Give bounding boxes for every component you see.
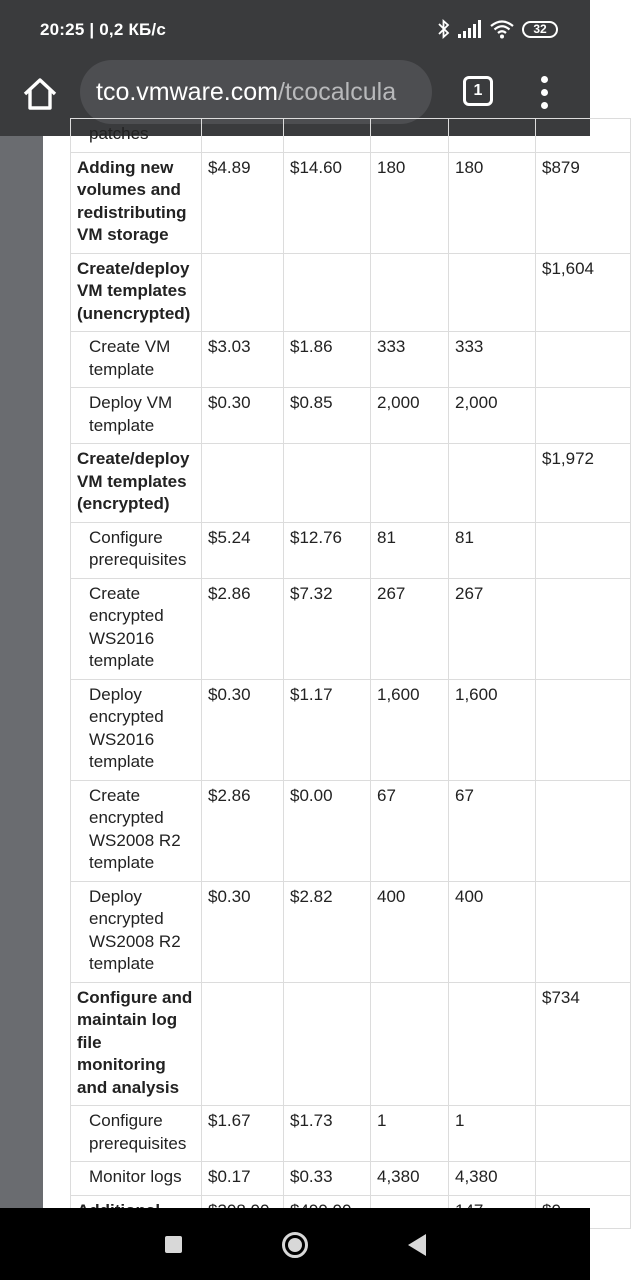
value-cell (202, 444, 284, 523)
value-cell (449, 444, 536, 523)
value-cell (371, 444, 449, 523)
row-label-cell: Deploy encrypted WS2016 template (71, 679, 202, 780)
value-cell: $1.86 (284, 332, 371, 388)
value-cell: 400 (449, 881, 536, 982)
value-cell: $1.17 (284, 679, 371, 780)
table-row (71, 119, 631, 153)
value-cell (536, 522, 631, 578)
more-menu-icon[interactable] (532, 74, 556, 110)
value-cell: $1,604 (536, 253, 631, 332)
value-cell: $0.17 (202, 1162, 284, 1196)
value-cell: $14.60 (284, 152, 371, 253)
value-cell: 2,000 (371, 388, 449, 444)
value-cell: $3.03 (202, 332, 284, 388)
value-cell (536, 679, 631, 780)
row-label-cell: Create encrypted WS2016 template (71, 578, 202, 679)
value-cell: 333 (449, 332, 536, 388)
row-label-cell: Configure prerequisites (71, 522, 202, 578)
table-row (71, 1162, 631, 1196)
value-cell (536, 780, 631, 881)
bluetooth-icon (438, 19, 450, 39)
table-row (71, 780, 631, 881)
value-cell: $0.30 (202, 881, 284, 982)
value-cell: $12.76 (284, 522, 371, 578)
table-row (71, 679, 631, 780)
home-icon[interactable] (20, 74, 60, 114)
tco-table-body (71, 119, 631, 1229)
value-cell: 333 (371, 332, 449, 388)
value-cell: 1,600 (449, 679, 536, 780)
value-cell (449, 982, 536, 1106)
value-cell: 67 (449, 780, 536, 881)
value-cell (449, 119, 536, 153)
value-cell: 4,380 (371, 1162, 449, 1196)
value-cell: 1,600 (371, 679, 449, 780)
value-cell: $734 (536, 982, 631, 1106)
value-cell (371, 253, 449, 332)
table-group-row (71, 982, 631, 1106)
row-label-cell: Create/deploy VM templates (encrypted) (71, 444, 202, 523)
value-cell: 2,000 (449, 388, 536, 444)
table-row (71, 881, 631, 982)
value-cell (284, 119, 371, 153)
address-bar[interactable] (80, 60, 432, 124)
value-cell (536, 1106, 631, 1162)
value-cell: $7.32 (284, 578, 371, 679)
value-cell (371, 982, 449, 1106)
value-cell: $1.73 (284, 1106, 371, 1162)
page-content (0, 124, 594, 1208)
value-cell (536, 332, 631, 388)
value-cell (284, 444, 371, 523)
row-label-cell: Adding new volumes and redistributing VM storage (71, 152, 202, 253)
url-domain: tco.vmware.com (96, 78, 278, 106)
value-cell: $0.30 (202, 679, 284, 780)
value-cell: $0.33 (284, 1162, 371, 1196)
value-cell: $0.00 (284, 780, 371, 881)
status-time-speed: 20:25 | 0,2 КБ/с (40, 20, 167, 39)
value-cell (202, 253, 284, 332)
row-label-cell: Monitor logs (71, 1162, 202, 1196)
value-cell: $1,972 (536, 444, 631, 523)
value-cell (202, 119, 284, 153)
value-cell: $879 (536, 152, 631, 253)
value-cell (371, 119, 449, 153)
row-label-cell: Configure prerequisites (71, 1106, 202, 1162)
value-cell: $2.86 (202, 780, 284, 881)
home-circle-icon[interactable] (282, 1232, 308, 1258)
table-row (71, 1106, 631, 1162)
row-label-cell: Deploy encrypted WS2008 R2 template (71, 881, 202, 982)
table-row (71, 388, 631, 444)
page-left-gutter (0, 136, 43, 1208)
value-cell (536, 578, 631, 679)
row-label-cell: Create/deploy VM templates (unencrypted) (71, 253, 202, 332)
value-cell (449, 253, 536, 332)
value-cell (284, 253, 371, 332)
recents-square-icon[interactable] (165, 1236, 182, 1253)
value-cell: 267 (371, 578, 449, 679)
table-group-row (71, 444, 631, 523)
tco-cost-table (70, 118, 631, 1229)
value-cell: $4.89 (202, 152, 284, 253)
value-cell: 67 (371, 780, 449, 881)
value-cell: 1 (449, 1106, 536, 1162)
table-row (71, 522, 631, 578)
value-cell: $0.30 (202, 388, 284, 444)
row-label-cell: Configure and maintain log file monitoring and analysis (71, 982, 202, 1106)
url-text (96, 78, 396, 107)
table-row (71, 578, 631, 679)
value-cell: 400 (371, 881, 449, 982)
wifi-icon (490, 19, 514, 39)
value-cell: $2.86 (202, 578, 284, 679)
value-cell (536, 388, 631, 444)
value-cell: 180 (371, 152, 449, 253)
url-path: /tcocalcula (277, 78, 397, 106)
system-nav-bar (0, 1208, 590, 1280)
battery-icon: 32 (522, 21, 558, 38)
value-cell: 81 (371, 522, 449, 578)
value-cell: 1 (371, 1106, 449, 1162)
tabs-icon[interactable]: 1 (463, 76, 493, 106)
table-group-row (71, 152, 631, 253)
value-cell (284, 982, 371, 1106)
value-cell: 4,380 (449, 1162, 536, 1196)
value-cell (536, 119, 631, 153)
value-cell (536, 881, 631, 982)
value-cell (202, 982, 284, 1106)
signal-icon (458, 20, 482, 38)
row-label-cell: Deploy VM template (71, 388, 202, 444)
value-cell: 81 (449, 522, 536, 578)
value-cell: $2.82 (284, 881, 371, 982)
status-bar (0, 0, 590, 58)
row-label-cell: Create VM template (71, 332, 202, 388)
value-cell: $5.24 (202, 522, 284, 578)
value-cell (536, 1162, 631, 1196)
row-label-cell: patches (71, 119, 202, 153)
value-cell: $0.85 (284, 388, 371, 444)
back-triangle-icon[interactable] (408, 1234, 426, 1256)
value-cell: 267 (449, 578, 536, 679)
table-row (71, 332, 631, 388)
table-group-row (71, 253, 631, 332)
value-cell: 180 (449, 152, 536, 253)
status-icons (438, 18, 558, 40)
value-cell: $1.67 (202, 1106, 284, 1162)
row-label-cell: Create encrypted WS2008 R2 template (71, 780, 202, 881)
